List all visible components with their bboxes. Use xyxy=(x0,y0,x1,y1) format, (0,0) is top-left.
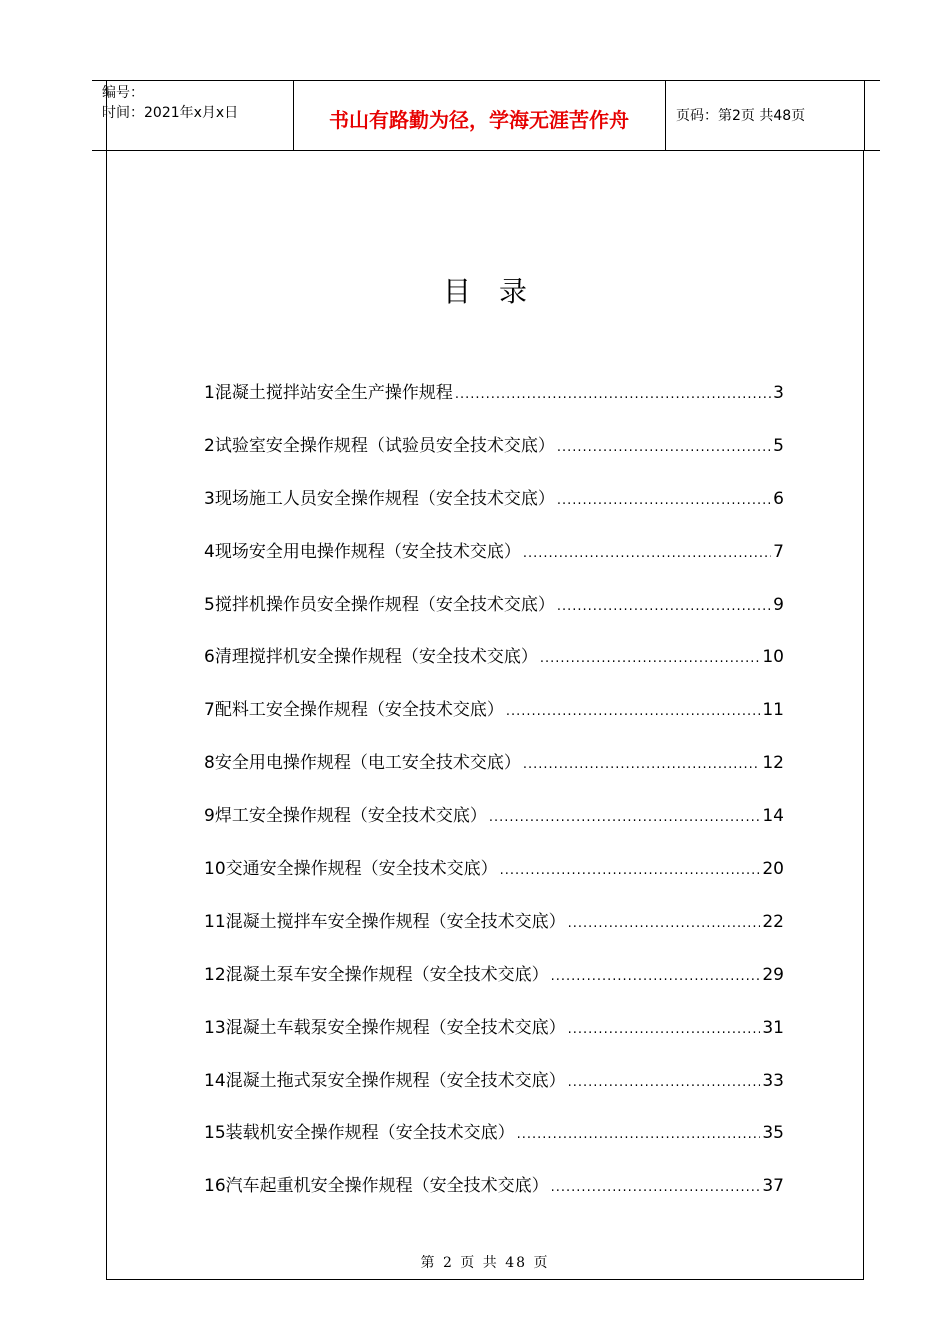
toc-dot-leader xyxy=(557,493,771,508)
toc-entry-page: 11 xyxy=(762,700,784,721)
toc-entry-title: 9焊工安全操作规程（安全技术交底） xyxy=(204,806,487,827)
toc-entry[interactable] xyxy=(204,854,784,907)
date-text: 时间：2021年x月x日 xyxy=(102,105,239,121)
toc-entry-page: 14 xyxy=(762,806,784,827)
toc-entry-page: 31 xyxy=(762,1017,784,1038)
toc-entry-page: 3 xyxy=(773,383,784,403)
page-footer: 第 2 页 共 48 页 xyxy=(420,1255,550,1271)
toc-dot-leader xyxy=(568,916,761,931)
toc-entry-title: 3现场施工人员安全操作规程（安全技术交底） xyxy=(204,488,555,509)
toc-dot-leader xyxy=(557,599,771,614)
toc-dot-leader xyxy=(568,1075,761,1090)
header-divider-2 xyxy=(665,80,666,150)
toc-entry[interactable] xyxy=(204,907,784,960)
header-motto: 书山有路勤为径，学海无涯苦作舟 xyxy=(329,108,629,132)
toc-entry-title: 15装载机安全操作规程（安全技术交底） xyxy=(204,1123,515,1144)
toc-entry-title: 2试验室安全操作规程（试验员安全技术交底） xyxy=(204,435,555,456)
toc-entry[interactable] xyxy=(204,1013,784,1066)
toc-entry-page: 33 xyxy=(762,1070,784,1091)
toc-entry[interactable] xyxy=(204,1171,784,1224)
toc-entry-page: 10 xyxy=(762,647,784,668)
toc-dot-leader xyxy=(506,704,761,719)
toc-entry[interactable] xyxy=(204,537,784,590)
toc-entry[interactable] xyxy=(204,378,784,431)
toc-entry[interactable] xyxy=(204,1066,784,1119)
toc-dot-leader xyxy=(551,1180,761,1195)
toc-entry-title: 5搅拌机操作员安全操作规程（安全技术交底） xyxy=(204,594,555,615)
toc-entry-page: 20 xyxy=(762,859,784,880)
toc-entry-title: 13混凝土车载泵安全操作规程（安全技术交底） xyxy=(204,1017,566,1038)
toc-entry-title: 4现场安全用电操作规程（安全技术交底） xyxy=(204,541,521,562)
header-page-info: 页码：第2页 共48页 xyxy=(676,108,806,124)
toc-entry[interactable] xyxy=(204,431,784,484)
toc-entry-page: 7 xyxy=(773,541,784,562)
toc-entry[interactable] xyxy=(204,590,784,643)
toc-dot-leader xyxy=(523,546,771,561)
toc-entry-title: 10交通安全操作规程（安全技术交底） xyxy=(204,859,498,880)
toc-entry-title: 11混凝土搅拌车安全操作规程（安全技术交底） xyxy=(204,911,566,932)
toc-entry[interactable] xyxy=(204,1118,784,1171)
toc-entry-page: 35 xyxy=(762,1123,784,1144)
toc-dot-leader xyxy=(523,757,761,772)
toc-entry-title: 1混凝土搅拌站安全生产操作规程 xyxy=(204,383,453,403)
table-of-contents xyxy=(204,378,784,1224)
toc-entry-title: 8安全用电操作规程（电工安全技术交底） xyxy=(204,753,521,774)
toc-dot-leader xyxy=(517,1127,761,1142)
toc-entry-page: 12 xyxy=(762,753,784,774)
toc-dot-leader xyxy=(551,969,761,984)
toc-entry[interactable] xyxy=(204,748,784,801)
toc-entry[interactable] xyxy=(204,695,784,748)
toc-entry-page: 6 xyxy=(773,488,784,509)
serial-label: 编号： xyxy=(102,85,144,101)
toc-entry[interactable] xyxy=(204,642,784,695)
toc-dot-leader xyxy=(455,387,771,402)
toc-entry-title: 16汽车起重机安全操作规程（安全技术交底） xyxy=(204,1176,549,1197)
toc-entry[interactable] xyxy=(204,484,784,537)
toc-dot-leader xyxy=(540,651,761,666)
toc-entry-page: 22 xyxy=(762,911,784,932)
toc-dot-leader xyxy=(568,1022,761,1037)
toc-entry-title: 7配料工安全操作规程（安全技术交底） xyxy=(204,700,504,721)
toc-entry[interactable] xyxy=(204,960,784,1013)
toc-title: 目录 xyxy=(442,275,555,308)
toc-dot-leader xyxy=(557,440,771,455)
header-divider-right xyxy=(864,80,865,150)
toc-entry-page: 37 xyxy=(762,1176,784,1197)
toc-entry-title: 12混凝土泵车安全操作规程（安全技术交底） xyxy=(204,964,549,985)
toc-entry-title: 6清理搅拌机安全操作规程（安全技术交底） xyxy=(204,647,538,668)
toc-entry[interactable] xyxy=(204,801,784,854)
toc-dot-leader xyxy=(500,863,761,878)
toc-entry-page: 29 xyxy=(762,964,784,985)
toc-entry-page: 5 xyxy=(773,435,784,456)
header-top-rule xyxy=(92,80,880,81)
toc-dot-leader xyxy=(489,810,761,825)
toc-entry-title: 14混凝土拖式泵安全操作规程（安全技术交底） xyxy=(204,1070,566,1091)
toc-entry-page: 9 xyxy=(773,594,784,615)
